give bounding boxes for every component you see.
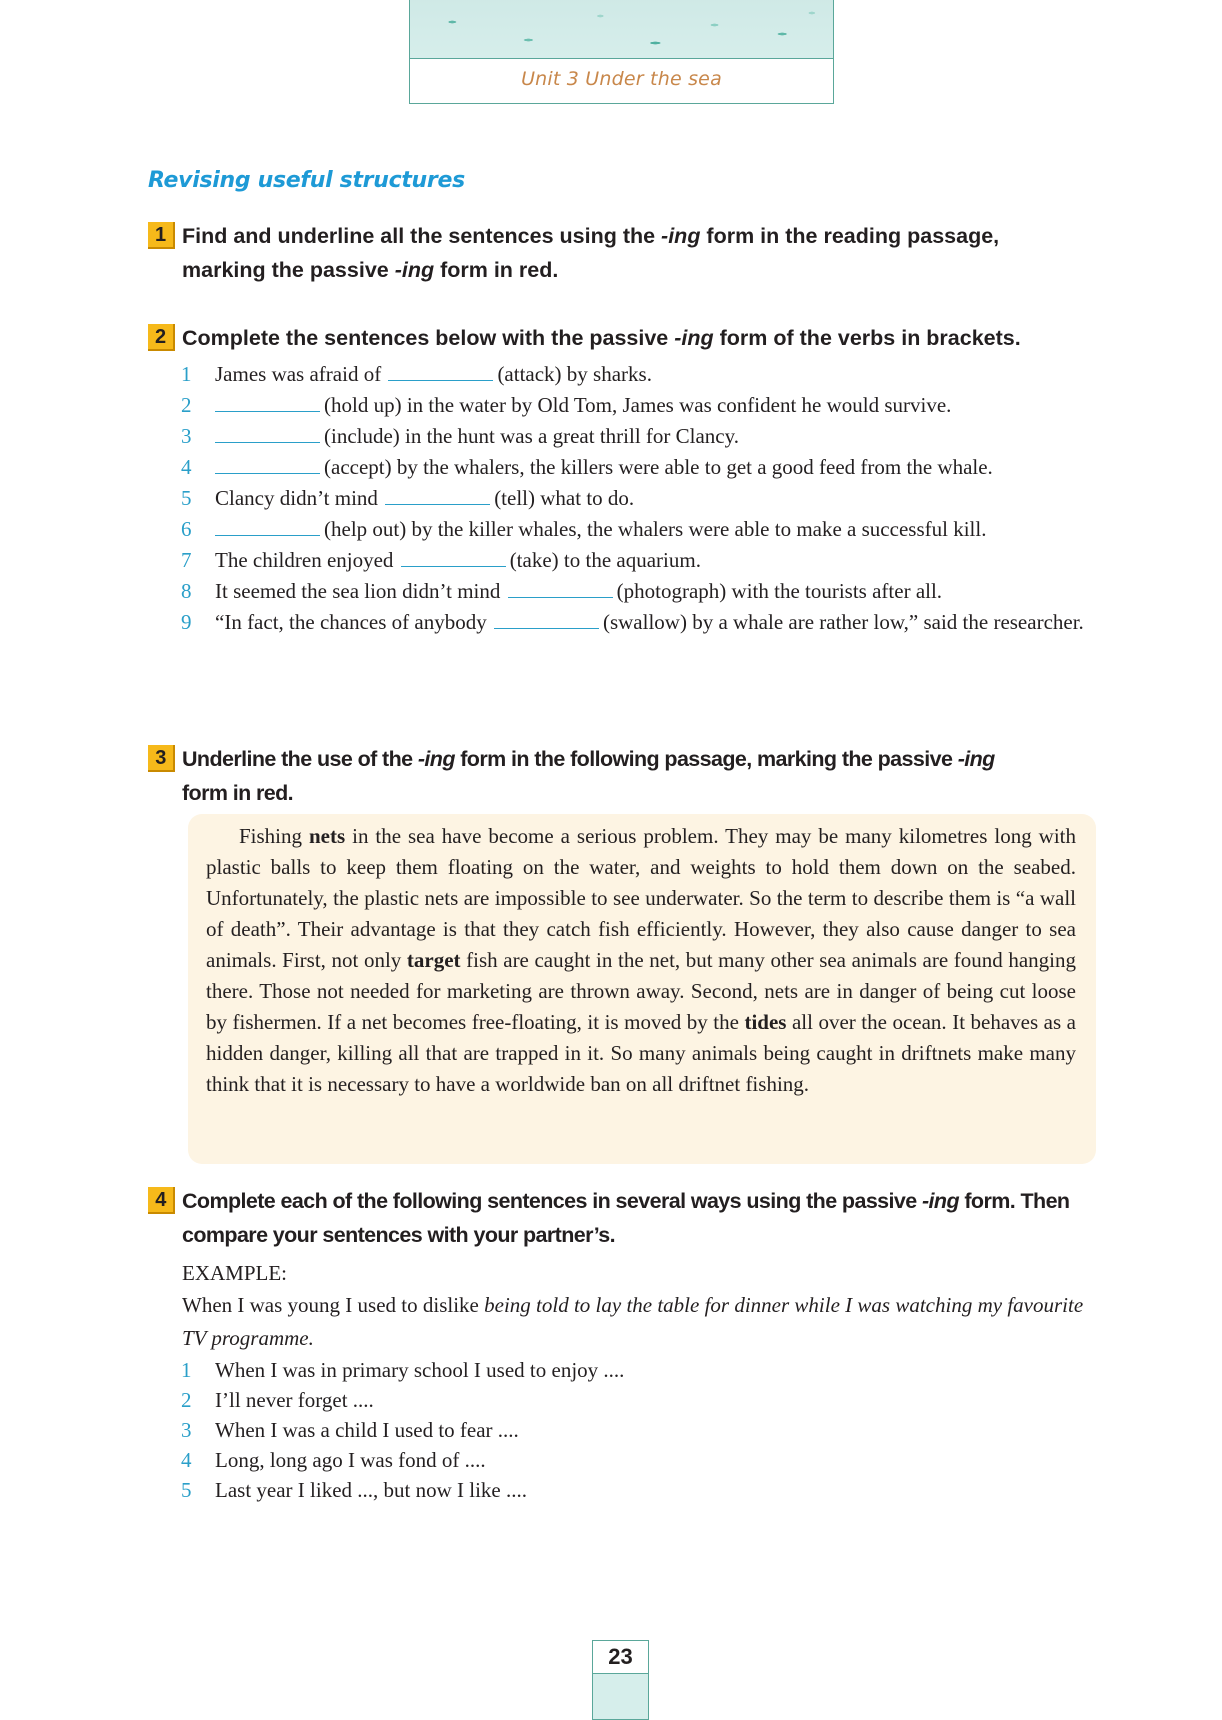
exercise-item: 5 Clancy didn’t mind (tell) what to do. [148,483,1103,514]
answer-blank[interactable] [401,546,506,567]
task-1 [148,219,1103,287]
item-number: 6 [181,517,192,541]
task-2 [148,321,1103,638]
item-number: 9 [181,610,192,634]
task-3-instruction: 3 Underline the use of the -ing form in the following passage, marking the passive -ing form in red. [148,742,1103,810]
item-number: 2 [181,1388,192,1412]
item-number: 5 [181,486,192,510]
exercise-item: 6 (help out) by the killer whales, the whalers were able to make a successful kill. [148,514,1103,545]
unit-header [409,0,834,104]
answer-blank[interactable] [215,515,320,536]
unit-title: Unit 3 Under the sea [521,68,722,90]
task-number-badge: 3 [148,745,175,772]
task-2-instruction: 2 Complete the sentences below with the passive -ing form of the verbs in brackets. [148,321,1103,355]
item-number: 8 [181,579,192,603]
section-title: Revising useful structures [148,168,465,193]
answer-blank[interactable] [215,453,320,474]
exercise-item: 2 (hold up) in the water by Old Tom, James was confident he would survive. [148,390,1103,421]
answer-blank[interactable] [494,608,599,629]
exercise-item: 4 (accept) by the whalers, the killers were able to get a good feed from the whale. [148,452,1103,483]
task-3 [148,742,1103,810]
example-label: EXAMPLE: [182,1261,287,1285]
item-number: 3 [181,1418,192,1442]
prompt-item: 2 I’ll never forget .... [148,1385,1103,1415]
item-number: 5 [181,1478,192,1502]
exercise-item: 9 “In fact, the chances of anybody (swallow) by a whale are rather low,” said the researcher. [148,607,1103,638]
keyword-target: target [406,948,461,972]
prompt-item: 3 When I was a child I used to fear .... [148,1415,1103,1445]
exercise-item: 1 James was afraid of (attack) by sharks. [148,359,1103,390]
task-1-instruction: 1 Find and underline all the sentences using the -ing form in the reading passage, marking the passive -ing form in red. [148,219,1103,287]
task-number-badge: 1 [148,222,175,249]
task-number-badge: 4 [148,1187,175,1214]
prompt-item: 5 Last year I liked ..., but now I like .... [148,1475,1103,1505]
item-number: 2 [181,393,192,417]
item-number: 4 [181,455,192,479]
sea-banner-image [410,0,833,59]
page-number: 23 [593,1641,648,1674]
task-4 [148,1184,1103,1505]
answer-blank[interactable] [215,391,320,412]
page-number-tab [592,1640,649,1720]
item-number: 3 [181,424,192,448]
prompt-item: 1 When I was in primary school I used to enjoy .... [148,1355,1103,1385]
answer-blank[interactable] [215,422,320,443]
answer-blank[interactable] [508,577,613,598]
answer-blank[interactable] [385,484,490,505]
keyword-nets: nets [308,824,346,848]
reading-passage: Fishing nets in the sea have become a serious problem. They may be many kilometres long with plastic balls to keep them floating on the water, and weights to hold them down on the seabed. Unfortunately, the plastic nets are impossible to see underwater. So the term to describe them is “a wall of death”. Their advantage is that they catch fish efficiently. However, they also cause danger to sea animals. First, not only target fish are caught in the net, but many other sea animals are found hanging there. Those not needed for marketing are thrown away. Second, nets are in danger of being cut loose by fishermen. If a net becomes free-floating, it is moved by the tides all over the ocean. It behaves as a hidden danger, killing all that are trapped in it. So many animals being caught in driftnets make many think that it is necessary to have a worldwide ban on all driftnet fishing. [188,814,1096,1164]
exercise-item: 7 The children enjoyed (take) to the aquarium. [148,545,1103,576]
task-number-badge: 2 [148,324,175,351]
task-4-instruction: 4 Complete each of the following sentences in several ways using the passive -ing form. Then compare your sentences with your partner’s. [148,1184,1103,1252]
prompt-item: 4 Long, long ago I was fond of .... [148,1445,1103,1475]
exercise-item: 8 It seemed the sea lion didn’t mind (photograph) with the tourists after all. [148,576,1103,607]
item-number: 1 [181,362,192,386]
example-sentence: When I was young I used to dislike being told to lay the table for dinner while I was watching my favourite TV programme. [182,1293,1084,1350]
fill-in-list [148,359,1103,638]
item-number: 4 [181,1448,192,1472]
exercise-item: 3 (include) in the hunt was a great thrill for Clancy. [148,421,1103,452]
keyword-tides: tides [744,1010,787,1034]
prompt-list [148,1355,1103,1505]
item-number: 7 [181,548,192,572]
item-number: 1 [181,1358,192,1382]
answer-blank[interactable] [388,360,493,381]
